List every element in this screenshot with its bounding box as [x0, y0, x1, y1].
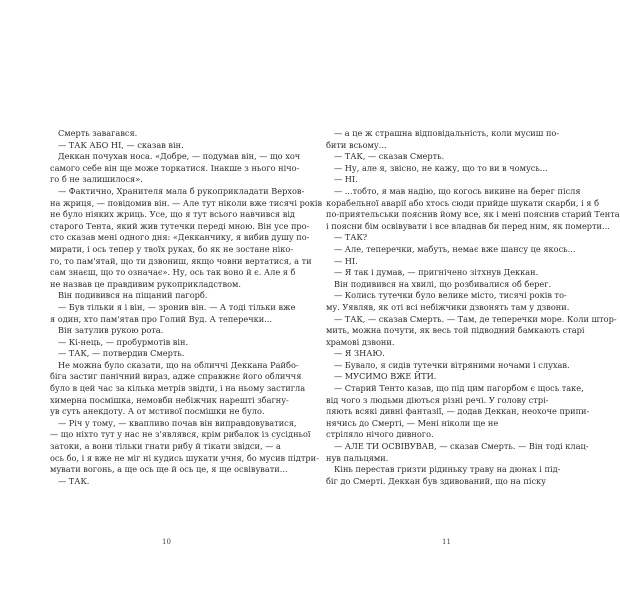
text-line: — Кі-нець, — пробурмотів він. — [58, 336, 189, 347]
text-line: Він подивився на хвилі, що розбивалися об берег. — [334, 278, 552, 289]
text-line: мить, можна почути, як весь той підводний бамкають старі — [326, 325, 585, 336]
text-line: Він затулив рукою рота. — [58, 325, 164, 336]
text-line: не назвав це правдивим рукоприкладством. — [50, 278, 241, 289]
text-line: Смерть завагався. — [58, 128, 138, 138]
text-line: — МУСИМО ВЖЕ ЙТИ. — [334, 371, 437, 382]
text-line: — ТАК? — [334, 232, 368, 243]
text-line: сто сказав мені одного дня: «Декканчику, я вибив душу по- — [50, 232, 310, 243]
text-line: — Але, теперечки, мабуть, немає вже шансу це якось... — [334, 243, 576, 254]
text-line: не було ніяких жриць. Усе, що я тут всього навчився від — [50, 209, 295, 220]
text-line: бити всьому... — [326, 139, 387, 150]
text-line: ув суть анекдоту. А от мстивої посмішки не було. — [50, 406, 265, 417]
text-line: — ТАК, — потвердив Смерть. — [58, 348, 185, 359]
text-line: і поясни бім освівувати і все владнав би перед ним, як померти... — [326, 220, 610, 231]
text-line: Кінь перестав гризти рідиньку траву на дюнах і під- — [334, 464, 561, 475]
text-line: — Бувало, я сидів тутечки вітряними ночами і слухав. — [334, 359, 570, 370]
text-line: по-приятельськи пояснив йому все, як і мені пояснив старий Тента — [326, 209, 620, 220]
text-line: — АЛЕ ТИ ОСВІВУВАВ, — сказав Смерть. — Він тоді клац- — [334, 441, 589, 452]
right-page — [326, 128, 620, 487]
text-line: затоки, а вони тільки гнати рибу й тікати звідси, — а — [50, 441, 281, 452]
text-line: корабельної аварії або хтось сюди прийде шукати скарби, і я б — [326, 197, 599, 208]
text-line: ляють всякі дивні фантазії, — додав Деккан, неохоче припи- — [326, 406, 590, 417]
text-line: нячись до Смерті, — Мені ніколи ще не — [326, 417, 499, 428]
text-line: — Я так і думав, — пригнічено зітхнув Деккан. — [334, 267, 539, 278]
text-line: химерна посмішка, немовби небіжчик нарешті збагну- — [50, 394, 289, 405]
text-line: нув пальцями. — [326, 452, 389, 463]
text-line: — ТАК. — [58, 475, 90, 486]
text-line: — Був тільки я і він, — зронив він. — А тоді тільки вже — [58, 301, 296, 312]
text-line: — Я ЗНАЮ. — [334, 348, 385, 359]
text-line: — Ну, але я, звісно, не кажу, що то ви в чомусь... — [334, 162, 548, 173]
text-line: — НІ. — [334, 174, 358, 185]
text-line: ось бо, і я вже не міг ні кудись шукати учня, бо мусив підтри- — [50, 452, 319, 463]
text-line: сам знаєш, що то означає». Ну, ось так воно й є. Але я б — [50, 267, 296, 278]
text-line: мувати вогонь, а ще ось ще й ось це, я ще освівувати... — [50, 464, 288, 475]
text-line: біга застиг панічний вираз, адже справжнє його обличчя — [50, 371, 302, 382]
left-page-number: 10 — [162, 538, 171, 546]
text-line: від чого з людьми діються різні речі. У голову стрі- — [326, 394, 549, 405]
left-page — [50, 128, 323, 487]
text-line: — ТАК АБО НІ, — сказав він. — [58, 139, 184, 150]
text-line: самого себе він ще може торкатися. Інакше з нього нічо- — [50, 162, 300, 173]
text-line: — що ніхто тут у нас не з'являвся, крім рибалок із сусідньої — [50, 429, 311, 440]
text-line: мирати, і ось тепер у твоїх руках, бо як не зостане ніко- — [50, 243, 294, 254]
text-line: — НІ. — [334, 255, 358, 266]
text-line: — а це ж страшна відповідальність, коли мусиш по- — [334, 128, 560, 138]
text-line: Не можна було сказати, що на обличчі Деккана Райбо- — [58, 359, 299, 370]
text-line: храмові дзвони. — [326, 336, 395, 347]
text-line: старого Тента, який жив тутечки переді мною. Він усе про- — [50, 220, 310, 231]
text-line: було в цей час за кілька метрів звідти, і на ньому застигла — [50, 383, 306, 394]
text-line: го, то пам'ятай, що ти дзвониш, якщо човни вертатися, а ти — [50, 255, 312, 266]
text-line: — Колись тутечки було велике місто, тисячі років то- — [334, 290, 567, 301]
text-line: — ТАК, — сказав Смерть. — [334, 151, 445, 162]
text-line: го б не залишилося». — [50, 174, 143, 185]
text-line: — Старий Тенто казав, що під цим пагорбом є щось таке, — [334, 383, 584, 394]
text-line: му. Уявляв, як оті всі небіжчики дзвонять там у дзвони. — [326, 301, 570, 312]
text-line: — Фактично, Хранителя мала б рукоприкладати Верхов- — [58, 185, 305, 196]
text-line: я один, хто пам'ятав про Голий Вуд. А теперечки... — [50, 313, 273, 324]
text-line: Він подивився на піщаний пагорб. — [58, 290, 208, 301]
text-line: на жриця, — повідомив він. — Але тут ніколи вже тисячі років — [50, 197, 323, 208]
text-line: — ...тобто, я мав надію, що когось викине на берег після — [334, 185, 581, 196]
right-page-number: 11 — [442, 538, 451, 546]
text-line: стріляло нічого дивного. — [326, 429, 434, 440]
text-line: — Річ у тому, — квапливо почав він виправдовуватися, — [58, 417, 297, 428]
text-line: — ТАК, — сказав Смерть. — Там, де теперечки море. Коли штор- — [334, 313, 617, 324]
text-line: біг до Смерті. Деккан був здивований, що на піску — [326, 475, 546, 486]
text-line: Деккан почухав носа. «Добре, — подумав він, — що хоч — [58, 151, 301, 162]
